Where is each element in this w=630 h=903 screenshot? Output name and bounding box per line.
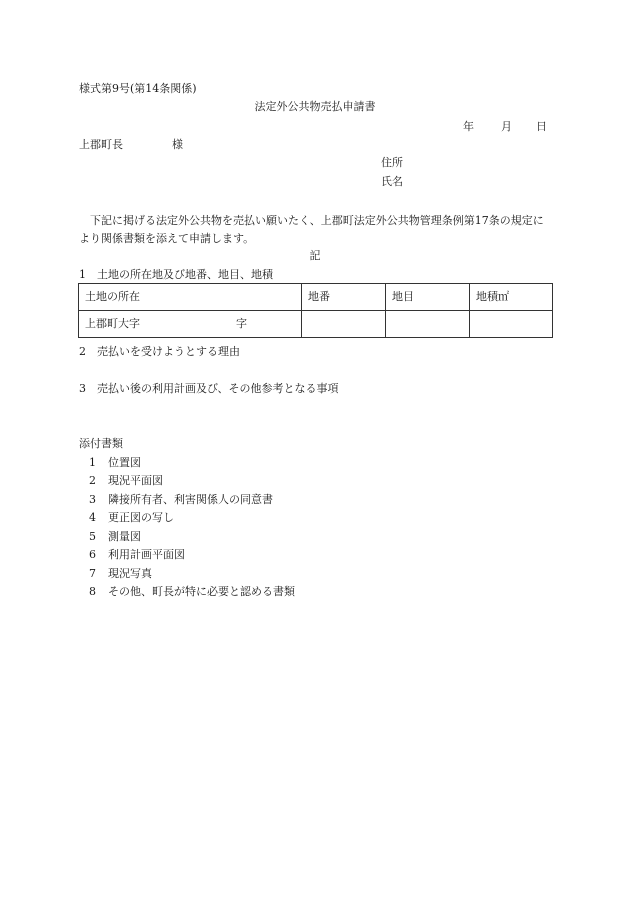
- attachment-item: [89, 511, 174, 525]
- attachment-item: [89, 456, 141, 470]
- attachment-item: [89, 567, 152, 581]
- attachment-number: 5: [89, 530, 96, 543]
- attachment-item: [89, 474, 163, 488]
- addressee-name: 上郡町長: [79, 138, 123, 151]
- attachment-label: 利用計画平面図: [108, 548, 185, 561]
- attachments-title: 添付書類: [79, 437, 123, 450]
- land-table-header-row: [79, 284, 553, 311]
- header-land-category: 地目: [386, 284, 470, 311]
- attachment-item: [89, 548, 185, 562]
- header-location: 土地の所在: [79, 284, 302, 311]
- attachment-label: 現況平面図: [108, 474, 163, 487]
- addressee-honorific: 様: [172, 138, 183, 151]
- section-3-heading: 3 売払い後の利用計画及び、その他参考となる事項: [79, 382, 339, 395]
- attachment-label: 更正図の写し: [108, 511, 174, 524]
- attachment-label: 隣接所有者、利害関係人の同意書: [108, 493, 273, 506]
- attachment-number: 3: [89, 493, 96, 506]
- attachment-label: その他、町長が特に必要と認める書類: [108, 585, 295, 598]
- cell-land-category[interactable]: [386, 311, 470, 338]
- attachment-number: 8: [89, 585, 96, 598]
- location-prefix: 上郡町大字: [85, 317, 140, 331]
- attachment-item: [89, 530, 141, 544]
- header-area: 地積㎡: [470, 284, 553, 311]
- attachment-label: 測量図: [108, 530, 141, 543]
- attachment-item: [89, 493, 273, 507]
- cell-lot-number[interactable]: [302, 311, 386, 338]
- date-month-label: 月: [501, 120, 512, 133]
- land-table-row: [79, 311, 553, 338]
- attachment-number: 7: [89, 567, 96, 580]
- date-year-label: 年: [463, 120, 474, 133]
- application-body-text: 下記に掲げる法定外公共物を売払い願いたく、上郡町法定外公共物管理条例第17条の規定により関係書類を添えて申請します。: [79, 214, 544, 245]
- ki-label: 記: [309, 249, 321, 262]
- attachment-number: 4: [89, 511, 96, 524]
- cell-location[interactable]: [79, 311, 302, 338]
- attachment-item: [89, 585, 295, 599]
- attachment-number: 6: [89, 548, 96, 561]
- form-number: 様式第9号(第14条関係): [79, 82, 197, 95]
- applicant-address-label: 住所: [381, 156, 403, 169]
- applicant-name-label: 氏名: [381, 175, 403, 188]
- attachment-label: 現況写真: [108, 567, 152, 580]
- location-suffix: 字: [236, 317, 247, 331]
- attachment-label: 位置図: [108, 456, 141, 469]
- land-table: [78, 283, 553, 338]
- document-title: 法定外公共物売払申請書: [254, 100, 376, 113]
- section-2-heading: 2 売払いを受けようとする理由: [79, 345, 240, 358]
- attachment-number: 1: [89, 456, 96, 469]
- header-lot-number: 地番: [302, 284, 386, 311]
- date-day-label: 日: [536, 120, 547, 133]
- cell-area[interactable]: [470, 311, 553, 338]
- section-1-heading: 1 土地の所在地及び地番、地目、地積: [79, 268, 273, 281]
- attachment-number: 2: [89, 474, 96, 487]
